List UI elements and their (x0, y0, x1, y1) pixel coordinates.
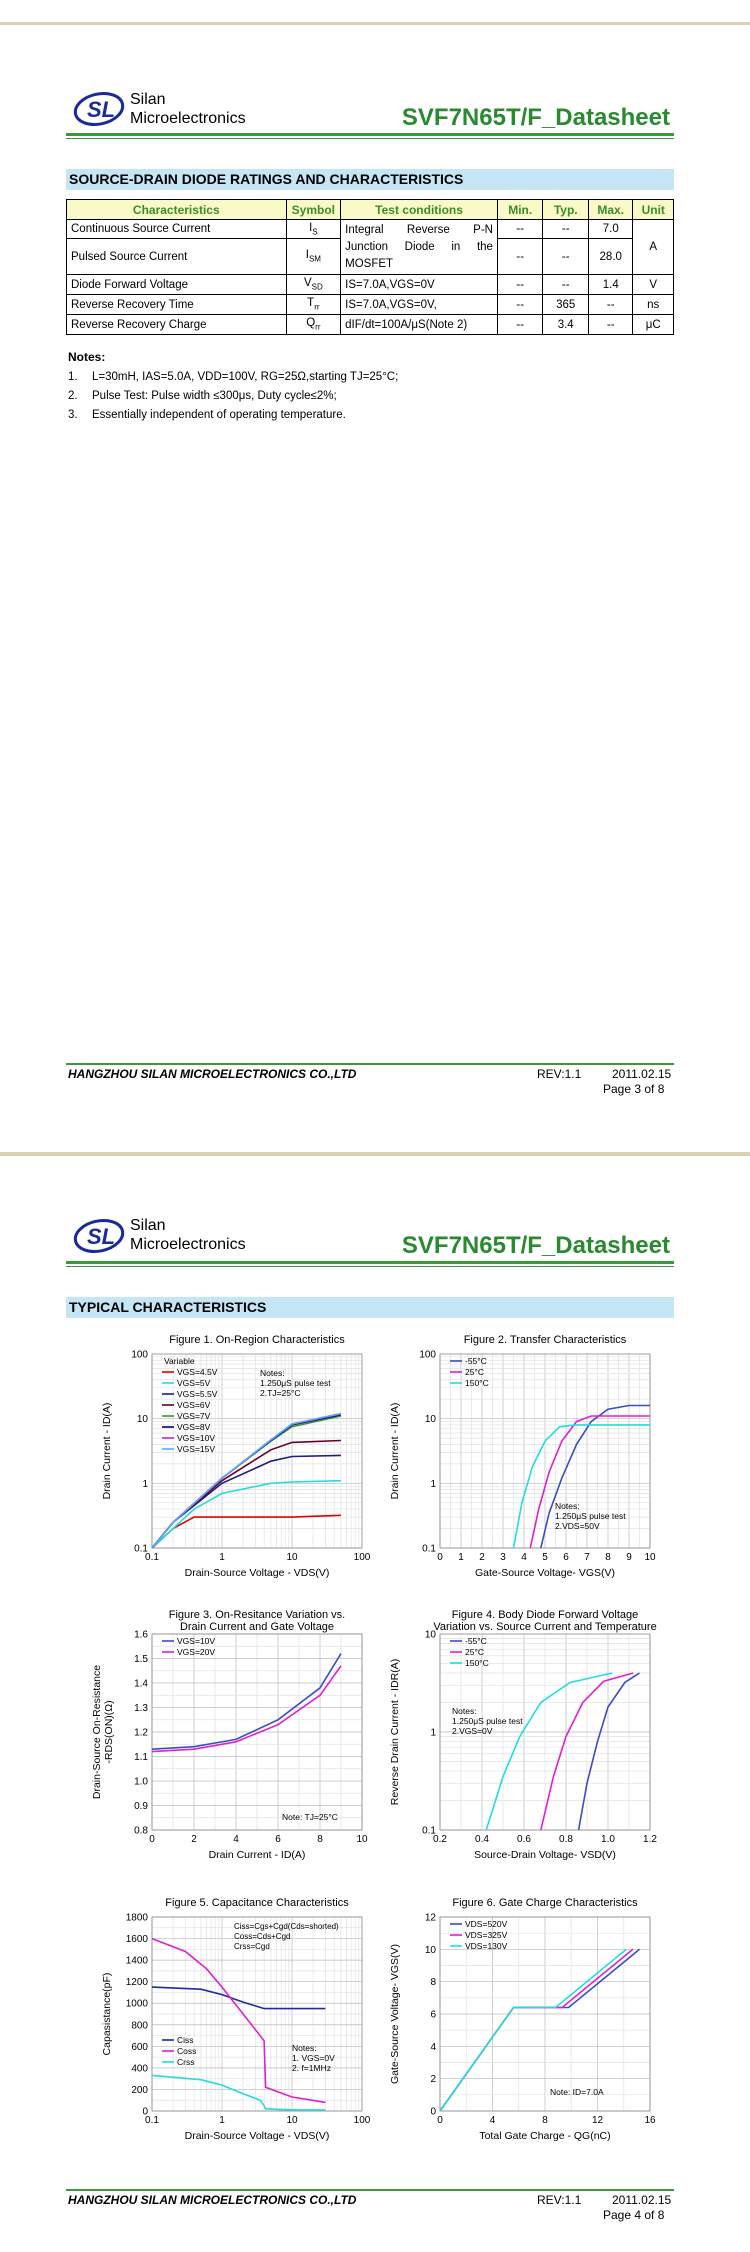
x-axis-label: Drain-Source Voltage - VDS(V) (184, 1567, 330, 1579)
y-tick-label: 800 (131, 2020, 148, 2032)
y-tick-label: 10 (424, 1414, 436, 1426)
x-tick-label: 8 (605, 1552, 611, 1563)
x-tick-label: 8 (317, 1834, 323, 1845)
y-tick-label: 0.1 (422, 1825, 436, 1837)
chart-annotation: Ciss=Cgs+Cgd(Cds=shorted) (234, 1922, 339, 1931)
y-tick-label: 4 (430, 2041, 436, 2053)
legend-label: VGS=7V (177, 1411, 211, 1421)
legend-label: VGS=4.5V (177, 1367, 218, 1377)
chart-title: Figure 5. Capacitance Characteristics (165, 1897, 349, 1909)
x-tick-label: 0 (437, 2115, 443, 2126)
section-title-typical: TYPICAL CHARACTERISTICS (66, 1297, 674, 1318)
y-tick-label: 1 (430, 1727, 436, 1739)
chart-note: 2. f=1MHz (292, 2063, 331, 2073)
footer-date: 2011.02.15 (612, 1067, 672, 1081)
chart-title: Variation vs. Source Current and Temperature (433, 1621, 657, 1633)
footer-page-number: Page 3 of 8 (603, 1082, 665, 1096)
y-tick-label: 0.9 (134, 1801, 148, 1812)
y-tick-label: 200 (131, 2084, 148, 2096)
y-axis-label: Drain-Source On-Resistance (91, 1664, 103, 1800)
legend-label: VGS=6V (177, 1400, 211, 1410)
y-tick-label: 8 (430, 1977, 436, 1989)
x-tick-label: 10 (286, 1552, 298, 1563)
y-tick-label: 10 (136, 1414, 148, 1426)
legend-label: 25°C (465, 1367, 484, 1377)
legend-label: VGS=10V (177, 1636, 216, 1646)
y-tick-label: 1.5 (134, 1654, 148, 1665)
silan-logo (72, 1215, 132, 1257)
x-tick-label: 100 (353, 2115, 371, 2126)
x-tick-label: 0.1 (145, 2115, 159, 2126)
legend-label: VGS=5.5V (177, 1389, 218, 1399)
series-line (152, 1481, 341, 1548)
chart-fig5 (90, 1893, 380, 2155)
x-tick-label: 4 (521, 1552, 527, 1563)
x-tick-label: 1 (458, 1552, 464, 1563)
chart-fig6 (378, 1893, 668, 2155)
x-tick-label: 10 (286, 2115, 298, 2126)
table-row: Pulsed Source Current $I_{SM}$ -- -- 28.0 (67, 239, 674, 275)
chart-note: 2.VDS=50V (555, 1521, 600, 1531)
x-tick-label: 3 (500, 1552, 506, 1563)
x-tick-label: 1 (219, 1552, 225, 1563)
chart-note: 2.VGS=0V (452, 1726, 493, 1736)
y-axis-label: Reverse Drain Current - IDR(A) (389, 1658, 401, 1806)
y-tick-label: 1.0 (134, 1776, 148, 1788)
chart-title: Drain Current and Gate Voltage (179, 1621, 335, 1633)
legend-label: VGS=5V (177, 1378, 211, 1388)
legend-label: 150°C (465, 1658, 489, 1668)
y-tick-label: 10 (424, 1944, 436, 1956)
y-tick-label: 100 (131, 1349, 148, 1361)
legend-label: Ciss (177, 2035, 194, 2045)
x-tick-label: 4 (489, 2115, 496, 2126)
x-tick-label: 2 (191, 1834, 197, 1845)
y-tick-label: 1 (142, 1478, 148, 1490)
legend-label: VDS=325V (465, 1930, 508, 1940)
footer-company: HANGZHOU SILAN MICROELECTRONICS CO.,LTD (68, 2193, 357, 2207)
y-tick-label: 0.1 (422, 1543, 436, 1555)
notes-block: Notes: 1. L=30mH, IAS=5.0A, VDD=100V, RG=25Ω,starting TJ=25°C; 2. Pulse Test: Pulse width ≤300μs, Duty cycle≤2%; 3. Essentially independent of operating temperature. (68, 350, 399, 421)
legend-label: VDS=130V (465, 1941, 508, 1951)
x-tick-label: 2 (479, 1552, 485, 1563)
y-axis-label: Drain Current - ID(A) (389, 1402, 401, 1500)
chart-note: 1. VGS=0V (292, 2053, 335, 2063)
table-row: Diode Forward Voltage $V_{SD}$ IS=7.0A,VGS=0V -- -- 1.4 V (67, 275, 674, 295)
series-line (152, 1987, 325, 2009)
x-tick-label: 7 (584, 1552, 590, 1563)
y-tick-label: 0 (430, 2106, 436, 2118)
datasheet-title: SVF7N65T/F_Datasheet (401, 104, 670, 131)
x-tick-label: 1 (219, 2115, 225, 2126)
y-axis-label: Gate-Source Voltage- VGS(V) (389, 1943, 401, 2085)
x-tick-label: 0.8 (559, 1834, 573, 1845)
chart-note: 2.TJ=25°C (260, 1388, 301, 1398)
section-title-diode: SOURCE-DRAIN DIODE RATINGS AND CHARACTERISTICS (66, 169, 674, 190)
legend-label: VGS=10V (177, 1433, 216, 1443)
y-tick-label: 0.8 (134, 1825, 148, 1837)
company-name: Silan Microelectronics (130, 1217, 246, 1253)
y-tick-label: 1.1 (134, 1752, 148, 1763)
chart-annotation: Coss=Cds+Cgd (234, 1932, 291, 1941)
x-tick-label: 10 (356, 1834, 368, 1845)
x-tick-label: 100 (353, 1552, 371, 1563)
y-tick-label: 0.1 (134, 1543, 148, 1555)
grid (152, 1634, 362, 1830)
series-line (152, 1666, 341, 1752)
chart-note: Note: TJ=25°C (282, 1812, 338, 1822)
x-axis-label: Source-Drain Voltage- VSD(V) (474, 1849, 616, 1861)
x-axis-label: Gate-Source Voltage- VGS(V) (474, 1567, 616, 1579)
y-tick-label: 1.2 (134, 1727, 148, 1739)
y-tick-label: 6 (430, 2009, 436, 2021)
footer-date: 2011.02.15 (612, 2193, 672, 2207)
chart-fig3 (90, 1610, 380, 1874)
x-tick-label: 0.2 (433, 1834, 447, 1845)
series-line (486, 1673, 612, 1830)
table-header-row: Characteristics Symbol Test conditions Min. Typ. Max. Unit (67, 200, 674, 220)
table-row: Reverse Recovery Time $T_{rr}$ IS=7.0A,VGS=0V, -- 365 -- ns (67, 295, 674, 315)
y-tick-label: 1400 (125, 1955, 148, 1967)
x-tick-label: 0.4 (475, 1834, 489, 1845)
datasheet-title: SVF7N65T/F_Datasheet (401, 1232, 670, 1259)
chart-note: 1.250μS pulse test (260, 1378, 331, 1388)
x-tick-label: 1.2 (643, 1834, 657, 1845)
y-tick-label: 1.4 (134, 1678, 148, 1690)
x-tick-label: 16 (644, 2115, 656, 2126)
chart-title: Figure 3. On-Resitance Variation vs. (168, 1610, 346, 1621)
chart-fig1 (90, 1330, 380, 1592)
footer-page-number: Page 4 of 8 (603, 2208, 665, 2222)
legend-label: VGS=8V (177, 1422, 211, 1432)
x-tick-label: 12 (591, 2115, 604, 2126)
x-axis-label: Drain-Source Voltage - VDS(V) (184, 2130, 330, 2142)
series-line (152, 2075, 325, 2110)
x-tick-label: 1.0 (601, 1834, 615, 1845)
y-tick-label: 0 (142, 2106, 148, 2118)
chart-note: Note: ID=7.0A (550, 2087, 604, 2097)
x-tick-label: 6 (275, 1834, 281, 1845)
y-tick-label: 1200 (125, 1977, 148, 1989)
y-axis-label: Drain Current - ID(A) (101, 1402, 113, 1500)
y-axis-label: -RDS(ON)(Ω) (103, 1700, 115, 1764)
svg-text:SL: SL (87, 97, 116, 122)
y-tick-label: 12 (424, 1912, 436, 1924)
x-tick-label: 5 (542, 1552, 548, 1563)
y-tick-label: 1.6 (134, 1629, 148, 1641)
y-tick-label: 2 (430, 2074, 436, 2086)
header-rule (66, 133, 674, 136)
legend-label: VGS=20V (177, 1647, 216, 1657)
y-tick-label: 1800 (125, 1912, 148, 1924)
chart-annotation: Crss=Cgd (234, 1942, 270, 1951)
y-tick-label: 400 (131, 2063, 148, 2075)
chart-note: 1.250μS pulse test (452, 1716, 523, 1726)
chart-title: Figure 2. Transfer Characteristics (463, 1334, 627, 1346)
table-row: Continuous Source Current $I_S$ Integral Reverse P-N Junction Diode in the MOSFET -- -- 7.0 A (67, 220, 674, 239)
chart-note: Notes: (555, 1501, 580, 1511)
x-tick-label: 0.1 (145, 1552, 159, 1563)
footer-rev: REV:1.1 (537, 2193, 582, 2207)
x-tick-label: 0 (437, 1552, 443, 1563)
chart-fig4 (378, 1610, 668, 1874)
legend-label: Coss (177, 2046, 197, 2056)
x-tick-label: 9 (626, 1552, 632, 1563)
x-tick-label: 8 (542, 2115, 548, 2126)
x-tick-label: 0.6 (517, 1834, 531, 1845)
chart-note: 1.250μS pulse test (555, 1511, 626, 1521)
svg-text:SL: SL (87, 1224, 116, 1249)
y-tick-label: 1 (430, 1478, 436, 1490)
y-tick-label: 10 (424, 1629, 436, 1641)
table-row: Reverse Recovery Charge $Q_{rr}$ dIF/dt=100A/μS(Note 2) -- 3.4 -- μC (67, 315, 674, 335)
x-tick-label: 6 (563, 1552, 569, 1563)
legend-label: VDS=520V (465, 1919, 508, 1929)
x-tick-label: 4 (233, 1834, 239, 1845)
footer-rule (66, 2189, 674, 2191)
x-axis-label: Total Gate Charge - QG(nC) (479, 2130, 611, 2142)
legend-label: 150°C (465, 1378, 489, 1388)
legend-label: VGS=15V (177, 1444, 216, 1454)
footer-rev: REV:1.1 (537, 1067, 582, 1081)
y-tick-label: 1.3 (134, 1703, 148, 1714)
y-tick-label: 100 (419, 1349, 436, 1361)
footer-company: HANGZHOU SILAN MICROELECTRONICS CO.,LTD (68, 1067, 357, 1081)
series-line (152, 1515, 341, 1548)
chart-note: Notes: (452, 1706, 477, 1716)
series-line (152, 1455, 341, 1548)
legend-title: Variable (164, 1356, 195, 1366)
legend-label: 25°C (465, 1647, 484, 1657)
footer-rule (66, 1063, 674, 1065)
x-tick-label: 10 (644, 1552, 656, 1563)
page-separator (0, 1152, 750, 1156)
chart-title: Figure 1. On-Region Characteristics (169, 1334, 345, 1346)
chart-fig2 (378, 1330, 668, 1592)
diode-ratings-table (66, 199, 674, 335)
x-tick-label: 0 (149, 1834, 155, 1845)
silan-logo (72, 88, 132, 130)
header-rule (66, 1261, 674, 1264)
x-axis-label: Drain Current - ID(A) (208, 1849, 306, 1861)
legend-label: -55°C (465, 1636, 487, 1646)
y-tick-label: 1600 (125, 1934, 148, 1946)
legend-label: -55°C (465, 1356, 487, 1366)
y-tick-label: 600 (131, 2041, 148, 2053)
chart-title: Figure 4. Body Diode Forward Voltage (451, 1610, 639, 1621)
y-tick-label: 1000 (125, 1998, 148, 2010)
page-top-rule (0, 22, 750, 25)
y-axis-label: Capasistance(pF) (101, 1972, 113, 2056)
legend-label: Crss (177, 2057, 195, 2067)
chart-note: Notes: (260, 1368, 285, 1378)
chart-note: Notes: (292, 2043, 317, 2053)
chart-title: Figure 6. Gate Charge Characteristics (452, 1897, 638, 1909)
company-name: Silan Microelectronics (130, 91, 246, 127)
